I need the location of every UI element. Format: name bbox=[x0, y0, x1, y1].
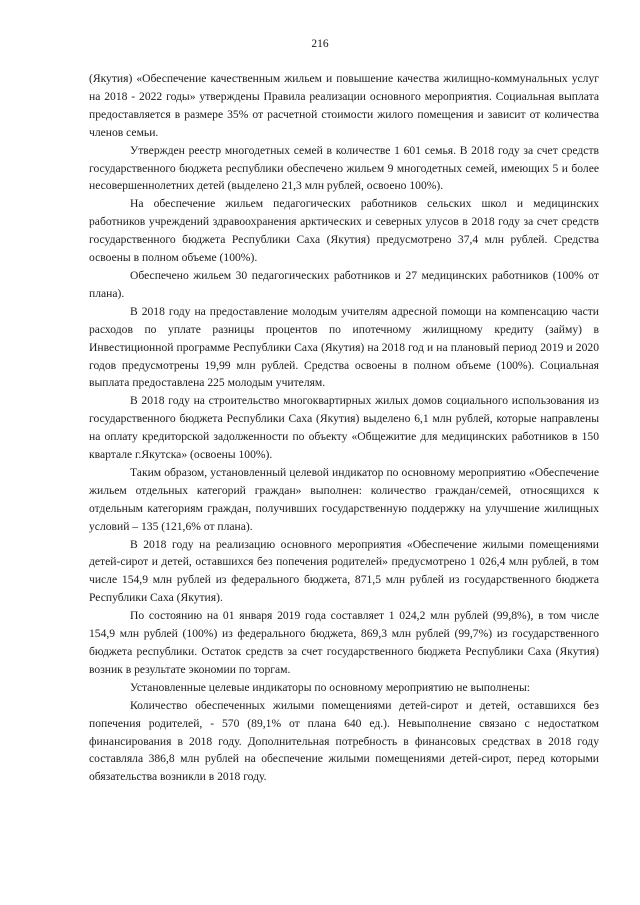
paragraph: На обеспечение жильем педагогических работников сельских школ и медицинских работников учреждений здравоохранения арктических и северных улусов в 2018 году за счет средств государственного бюджета Республики Саха (Якутия) предусмотрено 37,4 млн рублей. Средства освоены в полном объеме (100%). bbox=[89, 197, 599, 265]
page-number: 216 bbox=[311, 38, 329, 50]
paragraph: Таким образом, установленный целевой индикатор по основному мероприятию «Обеспечение жильем отдельных категорий граждан» выполнен: количество граждан/семей, относящихся к отдельным категориям граждан, получивших государственную поддержку на улучшение жилищных условий – 135 (121,6% от плана). bbox=[89, 465, 599, 533]
document-body bbox=[89, 70, 599, 786]
paragraph: В 2018 году на предоставление молодым учителям адресной помощи на компенсацию части расходов по уплате разницы процентов по ипотечному жилищному кредиту (займу) в Инвестиционной программе Республики Саха (Якутия) на 2018 год и на плановый период 2019 и 2020 годов предусмотрены 19,99 млн рублей. Средства освоены в полном объеме (100%). Социальная выплата предоставлена 225 молодым учителям. bbox=[89, 304, 599, 390]
paragraph: (Якутия) «Обеспечение качественным жильем и повышение качества жилищно-коммунальных услуг на 2018 - 2022 годы» утверждены Правила реализации основного мероприятия. Социальная выплата предоставляется в размере 35% от расчетной стоимости жилого помещения и зависит от количества членов семьи. bbox=[89, 72, 599, 139]
paragraph: По состоянию на 01 января 2019 года составляет 1 024,2 млн рублей (99,8%), в том числе 154,9 млн рублей (100%) из федерального бюджета, 869,3 млн рублей (99,7%) из государственного бюджета республики. Остаток средств за счет государственного бюджета Республики Саха (Якутия) возник в результате экономии по торгам. bbox=[89, 609, 599, 676]
paragraph: Утвержден реестр многодетных семей в количестве 1 601 семья. В 2018 году за счет средств государственного бюджета республики обеспечено жильем 9 многодетных семей, имеющих 5 и более несовершеннолетних детей (выделено 21,3 млн рублей, освоено 100%). bbox=[89, 143, 599, 193]
paragraph: Установленные целевые индикаторы по основному мероприятию не выполнены: bbox=[130, 680, 530, 694]
paragraph: Обеспечено жильем 30 педагогических работников и 27 медицинских работников (100% от плана). bbox=[89, 268, 599, 300]
paragraph: Количество обеспеченных жилыми помещениями детей-сирот и детей, оставшихся без попечения родителей, - 570 (89,1% от плана 640 ед.). Невыполнение связано с недостатком финансирования в 2018 году. Дополнительная потребность в финансовых средствах в 2018 году составляла 386,8 млн рублей на обеспечение жилыми помещениями детей-сирот, перед которыми обязательства возникли в 2018 году. bbox=[89, 698, 599, 784]
paragraph: В 2018 году на реализацию основного мероприятия «Обеспечение жилыми помещениями детей-сирот и детей, оставшихся без попечения родителей» предусмотрено 1 026,4 млн рублей, в том числе 154,9 млн рублей из федерального бюджета, 871,5 млн рублей из государственного бюджета Республики Саха (Якутия). bbox=[89, 537, 599, 605]
paragraph: В 2018 году на строительство многоквартирных жилых домов социального использования из государственного бюджета Республики Саха (Якутия) выделено 6,1 млн рублей, которые направлены на оплату кредиторской задолженности по объекту «Общежитие для медицинских работников в 150 квартале г.Якутска» (освоены 100%). bbox=[89, 394, 599, 462]
